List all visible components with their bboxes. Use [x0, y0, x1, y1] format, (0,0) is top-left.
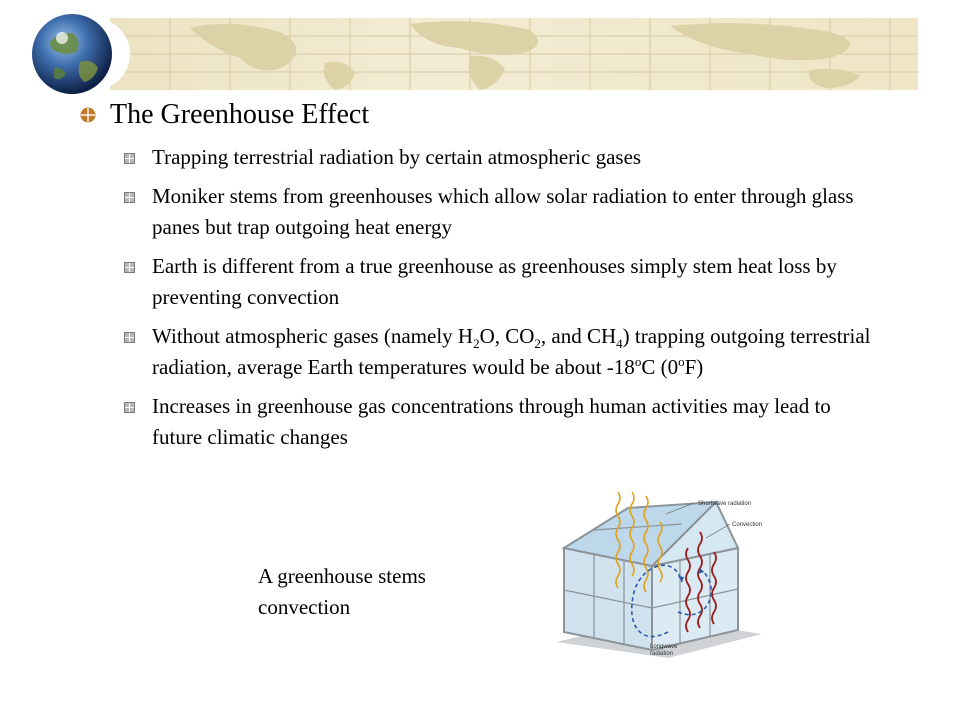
- label-convection: Convection: [732, 522, 763, 528]
- bullet-item: [120, 142, 880, 173]
- bullet-item: [120, 251, 880, 313]
- bullet-text-part: ) trapping outgoing terrestrial radiation, average Earth temperatures would be about -18: [152, 324, 871, 379]
- bullet-text-part: F): [684, 355, 704, 379]
- label-shortwave: Shortwave radiation: [698, 501, 752, 507]
- greenhouse-illustration: [548, 492, 770, 662]
- globe-icon: [30, 12, 114, 96]
- slide-title: The Greenhouse Effect: [110, 99, 370, 130]
- bullet-text-part: 4: [616, 336, 623, 352]
- bullet-list: [120, 142, 880, 461]
- bullet-text-part: Earth is different from a true greenhouse as greenhouses simply stem heat loss by preventing convection: [152, 254, 837, 309]
- square-bullet-icon: [124, 192, 135, 203]
- square-bullet-icon: [124, 153, 135, 164]
- square-bullet-icon: [124, 262, 135, 273]
- bullet-text: [152, 394, 831, 449]
- bullet-text-part: , and CH: [540, 324, 617, 348]
- bullet-text-part: C (0: [641, 355, 679, 379]
- bullet-text-part: O, CO: [479, 324, 535, 348]
- bullet-text: [152, 324, 871, 379]
- bullet-text: [152, 254, 837, 309]
- compass-bullet-icon: [80, 107, 96, 123]
- bullet-item: [120, 181, 880, 243]
- label-longwave: Longwave: [650, 644, 678, 650]
- bullet-text: [152, 145, 641, 169]
- bullet-text-part: o: [678, 354, 685, 369]
- bullet-item: [120, 321, 880, 383]
- bullet-text-part: o: [634, 354, 642, 369]
- label-longwave-2: radiation: [650, 651, 674, 657]
- header-banner: [110, 18, 918, 90]
- bullet-text-part: Without atmospheric gases (namely H: [152, 324, 474, 348]
- square-bullet-icon: [124, 332, 135, 343]
- bullet-text-part: Moniker stems from greenhouses which allow solar radiation to enter through glass panes but trap outgoing heat energy: [152, 184, 854, 239]
- title-row: [80, 98, 369, 132]
- square-bullet-icon: [124, 402, 135, 413]
- bullet-text-part: Trapping terrestrial radiation by certain atmospheric gases: [152, 145, 642, 169]
- bullet-text: [152, 184, 854, 239]
- bullet-text-part: 2: [473, 336, 480, 352]
- figure-caption: A greenhouse stems convection: [258, 564, 426, 619]
- bullet-text-part: Increases in greenhouse gas concentrations through human activities may lead to future climatic changes: [152, 394, 831, 449]
- bullet-item: [120, 391, 880, 453]
- bullet-text-part: 2: [534, 336, 541, 352]
